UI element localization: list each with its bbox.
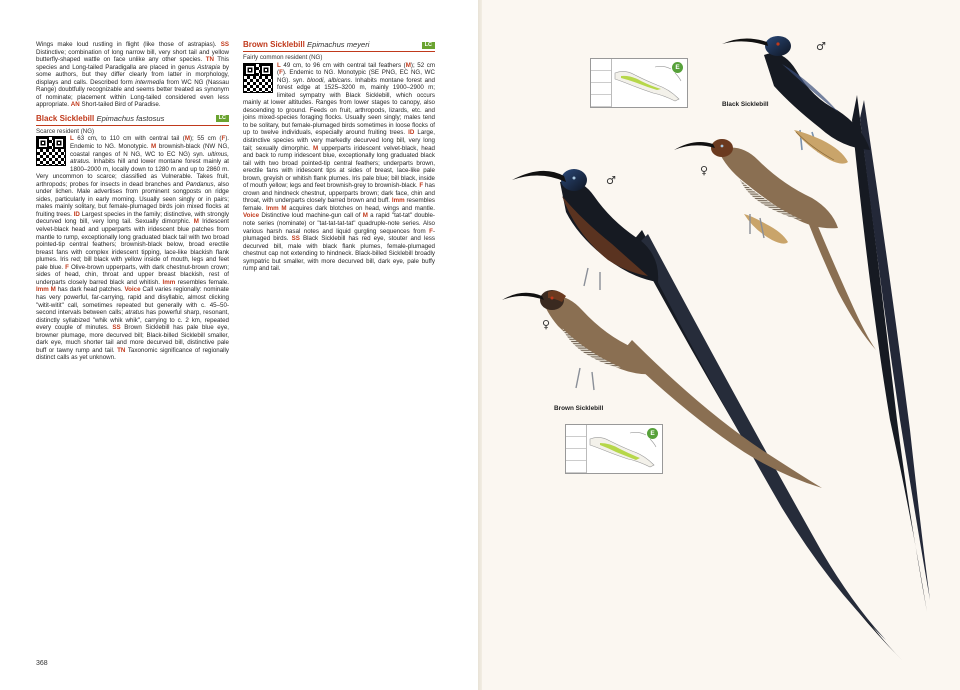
species-status: Fairly common resident (NG) [243,54,323,61]
left-text-column [36,41,229,362]
m-keyword: M [151,143,157,151]
synonyms: bloodi, albicans [306,76,351,84]
species-heading-black-sicklebill [36,115,229,126]
common-name: Black Sicklebill [36,113,95,123]
male-desc-text: Iridescent velvet-black head and upperparts with iridescent blue patches from mantle to rump, exceptionally long graduated black tail with two broad pointed-tip central feathers; brownish-black below, broad erectile breast fans with complex iridescent tipping, lace-like blackish flank plumes. Iris red; bill black with yellow inside of mouth, legs and feet pale blue. [36,218,229,271]
intro-text: Wings make loud rustling in flight (like those of astrapias). [36,41,217,48]
male-desc-keyword: M [313,144,319,152]
length-keyword: L [277,61,281,69]
species-account [243,62,435,273]
voice-text: Distinctive loud machine-gun call of [261,212,361,220]
imm-keyword: Imm [391,197,405,205]
male-keyword: M [405,61,411,69]
female-desc-keyword: F [65,263,69,271]
range-text-3: , also under lichen. Male advertises from prominent songposts on ridge sides, particularly in early morning. Usually seen singly or in pairs; males mainly solitary, but female-plumaged birds join mixed flocks at fruiting trees. [36,180,229,218]
size-text-2: ); 52 cm ( [277,61,435,77]
female-symbol: ♀ [700,164,709,177]
female-keyword: F [221,135,226,143]
tn-keyword: TN [205,56,214,64]
voice-male-keyword: M [362,212,368,220]
an-keyword: AN [70,101,80,109]
scientific-name: Epimachus meyeri [307,40,370,49]
bird-plate-illustration [482,0,960,690]
intro-tn-text: This species and Long-tailed Paradigalla are placed in genus [36,56,229,71]
tn-keyword-2: TN [117,346,126,354]
imm-text: resembles female. [243,197,435,212]
iucn-badge: LC [422,42,435,49]
voice-text-3: -plumaged birds. [243,227,435,243]
voice-text: Call varies regionally: nominate has very powerful, far-carrying, rapid and disyllabic, almost clicking "witit-witit" call, sometimes repeated but generally with c. 45–50-second intervals between calls; [36,286,229,317]
imm-m-keyword: Imm M [36,286,56,294]
common-name: Brown Sicklebill [243,40,305,49]
intro-an-text: Short-tailed Bird of Paradise. [81,101,161,109]
species-status: Scarce resident (NG) [36,127,95,135]
male-keyword: M [184,135,190,143]
ss-keyword-2: SS [112,324,121,332]
voice-text-2: has powerful sharp, resonant, distinctly syllabized "whik whik whik", carrying to c. 2 km, repeated every couple of minutes. [36,309,229,332]
ss-text: Brown Sicklebill has pale blue eye, browner plumage, more decurved bill; Black-billed Sicklebill smaller, dark eye, much shorter tail and more decurved bill, distinctive pale buff or tawny rump and tail. [36,324,229,354]
range-text: brownish-black (NW NG, coastal ranges of N NG, WC to EC NG) syn. [70,143,229,158]
intro-ss-text: Distinctive; combination of long narrow bill, very short tail and yellow butterfly-shaped wattle on face unlike any other species. [36,48,229,64]
size-text-3: ). Endemic to NG. Monotypic. [70,135,229,151]
voice-keyword: Voice [124,286,141,294]
intro-tn-text-2: by some authors, but they differ clearly from latter in morphology, displays and calls. Described form [36,63,229,86]
size-text-3: ). Endemic to NG. Monotypic (SE PNG, EC NG, WC NG). syn. [277,69,435,84]
id-keyword: ID [408,129,415,137]
endemic-badge: E [672,62,683,73]
black-sicklebill-male-figure [722,36,930,612]
female-keyword: F [279,69,283,77]
female-desc-keyword: F [419,182,424,190]
imm-m-keyword: Imm M [265,204,287,212]
female-symbol: ♀ [542,318,551,331]
intro-tn-text-3: from WC NG (Nassau Range) doubtfully recognizable and seems better treated as synonym of nominate; placement within Long-tailed considered even less appropriate. [36,78,229,109]
length-keyword: L [70,135,74,143]
tn-text: Taxonomic significance of regionally distinct calls as yet unknown. [36,346,229,362]
label-black-sicklebill: Black Sicklebill [722,101,769,108]
id-text: Largest species in the family; distinctive, with strongly decurved long bill, very long tail. Sexually dimorphic. [36,210,229,226]
voice-female-keyword: F [429,227,433,235]
label-brown-sicklebill: Brown Sicklebill [554,405,604,412]
qr-code-icon[interactable] [243,63,273,93]
size-text-2: ); 55 cm ( [190,135,222,143]
scientific-name: Epimachus fastosus [96,113,165,123]
intro-paragraph [36,41,229,109]
right-text-column [243,41,435,273]
species-name [243,41,370,49]
imm-m-text: has dark head patches. [57,286,123,294]
imm-keyword: Imm [162,278,176,286]
voice-text-2: a rapid "tat-tat" double-note series (nominate) or "tat-tat-tat-tat" quadruple-note series. Also various harsh nasal notes and liquid gurgling sequences from [243,212,435,235]
female-desc-text: has crown and hindneck chestnut, upperparts brown; dark face, chin and throat, with underparts closely barred brown and buff. [243,182,435,205]
male-symbol: ♂ [816,40,826,53]
iucn-badge: LC [216,115,229,122]
ss-keyword: SS [220,41,229,48]
male-desc-keyword: M [193,218,199,226]
imm-text: resembles female. [177,278,229,286]
qr-code-icon[interactable] [36,136,66,166]
atratus-term: atratus [125,309,145,317]
intro-tn-form: intermedia [135,78,165,86]
size-text: 63 cm, to 110 cm with central tail ( [77,135,185,143]
id-text: Large, distinctive species with very markedly decurved long bill, very long tail; sexually dimorphic. [243,129,435,152]
range-text: . Inhabits montane forest and forest edge at 1525–3200 m, mainly 1900–2900 m; limited sympatry with Black Sicklebill, which occurs mainly at lower altitudes. Ranges from lower stages to canopy, also descending to ground. Feeds on fruit, arthropods, lizards, etc. and joins mixed-species foraging flocks. Usually seen singly; males tend to be solitary, but female-plumaged birds sometimes in loose flocks of up to twelve individuals, especially around fruiting trees. [243,76,435,137]
female-desc-text: Olive-brown upperparts, with dark chestnut-brown crown; sides of head, chin, throat and upper breast blackish, rest of underparts closely barred black and whitish. [36,263,229,286]
ss-keyword: SS [291,235,300,243]
species-heading-brown-sicklebill [243,41,435,52]
male-desc-text: upperparts iridescent velvet-black, head and back to rump iridescent blue, exceptionally long graduated black tail with two broad pointed-tip central feathers; underparts brown, erectile fans with iridescent tips at sides of breast, lace-like pale brown, greyish or whitish flank plumes. Iris pale blue; bill black, inside of mouth yellow; legs and feet brownish-grey to brownish-black. [243,144,435,190]
ss-text: Black Sicklebill has red eye, stouter and less decurved bill, male with black flank plumes, female-plumaged chestnut cap not extending to hindneck. Black-billed Sicklebill broadly sympatric but smaller, with more decurved bill, dark eye, pale buffy rump and tail. [243,235,435,273]
size-text: 49 cm, to 96 cm with central tail feathers ( [283,61,406,69]
intro-tn-genus: Astrapia [197,63,220,71]
species-name [36,115,164,123]
synonyms: ultimus, atratus [70,150,229,166]
voice-keyword: Voice [243,212,260,220]
imm-m-text: acquires dark blotches on head, wings and mantle. [289,204,435,212]
endemic-badge: E [647,428,658,439]
id-keyword: ID [73,210,80,218]
male-symbol: ♂ [606,174,616,187]
range-text-2: . Inhabits hill and lower montane forest mainly at 1800–2000 m, locally down to 1280 m and up to 2860 m. Very uncommon to scarce; classified as Vulnerable. Takes fruit, arthropods; probes for insects in dead branches and [36,158,229,188]
page-number: 368 [36,660,48,667]
pandanus-term: Pandanus [185,180,214,188]
species-account [36,135,229,361]
